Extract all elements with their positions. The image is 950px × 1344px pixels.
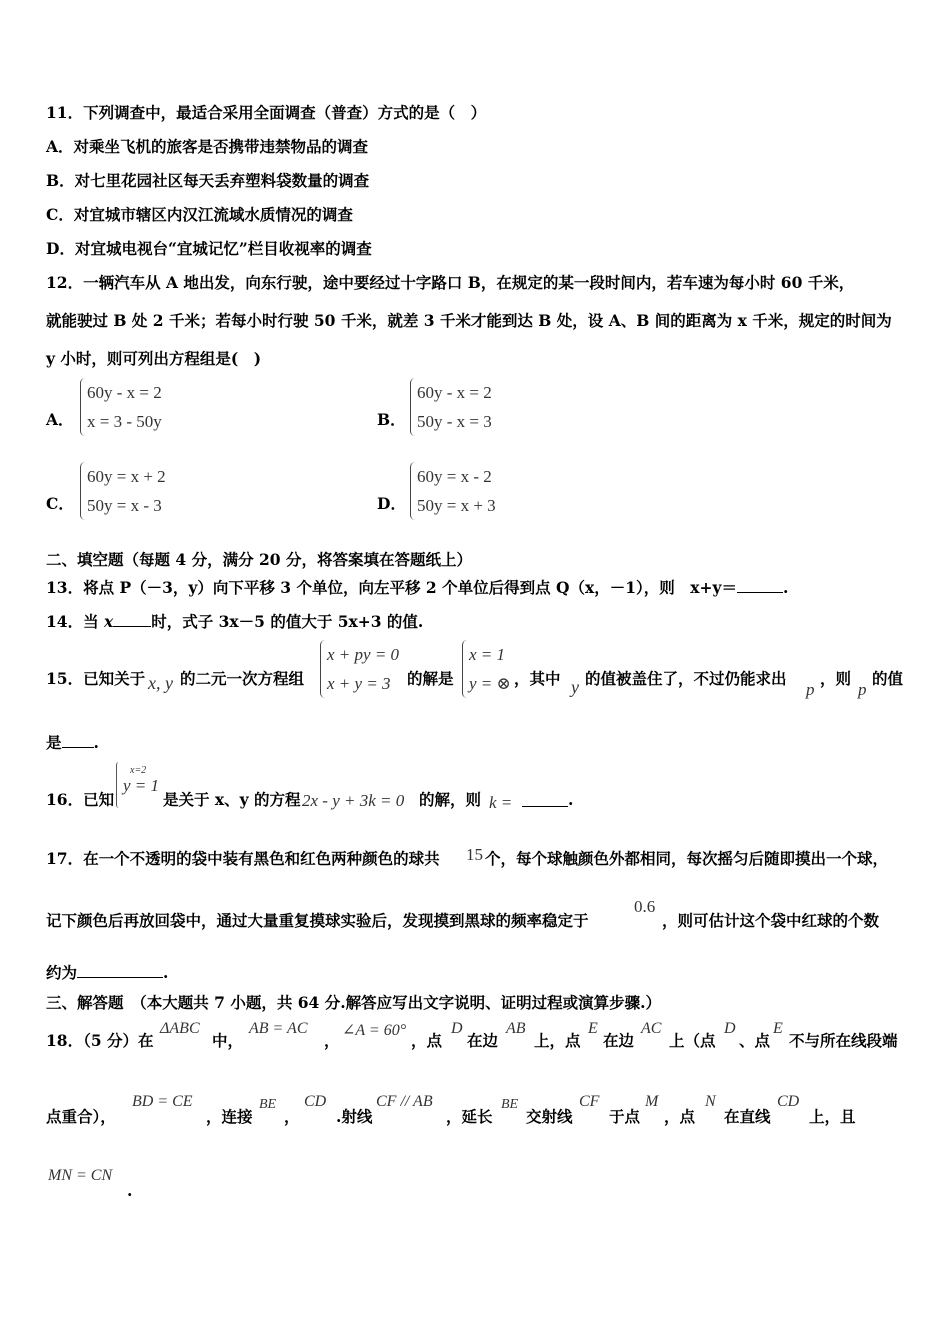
q15-line2-end: . [93, 733, 99, 752]
q14-answer-blank[interactable] [113, 610, 151, 627]
q18-CD2: CD [777, 1093, 800, 1110]
q17-frequency: 0.6 [634, 897, 656, 916]
q18-l2e: ，延长 [446, 1107, 493, 1126]
q12-option-c-eq2: 50y = x - 3 [87, 496, 162, 515]
section3-heading: 三、解答题 （本大题共 7 小题，共 64 分.解答应写出文字说明、证明过程或演算步骤.） [46, 993, 661, 1012]
q15-sys-eq1: x + py = 0 [327, 645, 400, 664]
q12-option-c-eq1: 60y = x + 2 [87, 467, 166, 486]
q18-t8: 、点 [739, 1031, 771, 1050]
q12-option-c-system [80, 462, 166, 520]
q12-option-d-eq2: 50y = x + 3 [417, 496, 496, 515]
q17-answer-blank[interactable] [77, 961, 163, 978]
q18-bd-eq-ce: BD = CE [132, 1093, 193, 1110]
q15-p2: p [858, 680, 867, 699]
q15-sol-eq1: x = 1 [469, 645, 506, 664]
q18-BE2: BE [501, 1097, 519, 1112]
q18-N: N [705, 1093, 716, 1110]
q15-mid2: 的解是 [407, 669, 454, 688]
q15-line2 [46, 731, 99, 753]
q18-l2b: ，连接 [206, 1107, 253, 1126]
q12-line3: y 小时，则可列出方程组是( ) [46, 349, 262, 368]
q15-sys-eq2: x + y = 3 [327, 674, 391, 693]
q16-small-eq: x=2 [130, 765, 147, 776]
q18-t9: 不与所在线段端 [789, 1031, 898, 1050]
q12-option-d-eq1: 60y = x - 2 [417, 467, 492, 486]
q15-end: 的值 [872, 669, 904, 688]
q12-option-b-system [410, 378, 492, 436]
q15-line2-text: 是 [46, 733, 62, 752]
q16-pre: 16．已知 [46, 790, 115, 809]
section2-heading: 二、填空题（每题 4 分，满分 20 分，将答案填在答题纸上） [46, 550, 472, 569]
q15-answer-blank[interactable] [62, 731, 94, 748]
q13-end: . [782, 578, 789, 597]
q17-line2-post: ，则可估计这个袋中红球的个数 [662, 911, 880, 930]
q15-mid3: ，其中 [514, 669, 561, 688]
q18-t1: 中， [212, 1031, 244, 1050]
q16-answer-blank[interactable] [522, 806, 568, 807]
q18-l2j: 上，且 [809, 1107, 856, 1126]
q12-option-a-eq1: 60y - x = 2 [87, 383, 162, 402]
q18-t6: 在边 [603, 1031, 635, 1050]
q16-mid: 是关于 x、y 的方程 [163, 790, 301, 809]
q18-l2c: ， [284, 1107, 300, 1126]
q15-mid4: 的值被盖住了，不过仍能求出 [585, 669, 787, 688]
q12-option-d-system [410, 462, 496, 520]
q15-solution [462, 640, 511, 698]
q18-E2: E [773, 1020, 783, 1037]
q18-BE: BE [259, 1097, 277, 1112]
q13-answer-blank[interactable] [737, 576, 783, 593]
q12-line2: 就能驶过 B 处 2 千米；若每小时行驶 50 千米，就差 3 千米才能到达 B 处，设 A、B 间的距离为 x 千米，规定的时间为 [46, 311, 892, 330]
q15-vars: x, y [148, 673, 173, 693]
q12-line1: 12．一辆汽车从 A 地出发，向东行驶，途中要经过十字路口 B，在规定的某一段时间内，若车速为每小时 60 千米， [46, 273, 855, 292]
q18-D: D [451, 1020, 463, 1037]
q15-y: y [571, 677, 579, 697]
q18-pre: 18．（5 分）在 [46, 1031, 154, 1050]
q14-var: x [103, 612, 114, 631]
q18-t2: ， [324, 1031, 340, 1050]
q15-system [320, 640, 399, 698]
q18-t5: 上，点 [534, 1031, 581, 1050]
q18-l2f: 交射线 [526, 1107, 573, 1126]
q14 [46, 610, 423, 632]
q11-option-b: B．对七里花园社区每天丢弃塑料袋数量的调查 [46, 171, 370, 190]
q18-l2h: ，点 [664, 1107, 696, 1126]
q18-t4: 在边 [467, 1031, 499, 1050]
q16-brace [116, 762, 119, 808]
q14-pre: 14．当 [46, 612, 104, 631]
q18-l2d: .射线 [336, 1107, 373, 1126]
q17-pre: 17．在一个不透明的袋中装有黑色和红色两种颜色的球共 [46, 849, 440, 868]
q18-dot: . [127, 1181, 133, 1200]
q11-option-d: D．对宜城电视台“宜城记忆”栏目收视率的调查 [46, 239, 372, 258]
q15-mid: 的二元一次方程组 [180, 669, 305, 688]
q18-t7: 上（点 [669, 1031, 716, 1050]
q17-line3-end: . [163, 963, 169, 982]
q17-count: 15 [466, 845, 483, 864]
q12-option-a-label: A． [46, 410, 74, 429]
q17-line2-pre: 记下颜色后再放回袋中，通过大量重复摸球实验后，发现摸到黑球的频率稳定于 [46, 911, 589, 930]
q18-E: E [588, 1020, 598, 1037]
q16-k: k = [489, 793, 513, 812]
q18-AB: AB [506, 1020, 526, 1037]
q11-stem: 11．下列调查中，最适合采用全面调查（普查）方式的是（ ） [46, 103, 487, 122]
q12-option-d-label: D． [377, 494, 406, 513]
q18-mn-eq-cn: MN = CN [48, 1167, 113, 1184]
q18-AC: AC [641, 1020, 662, 1037]
q18-CD: CD [304, 1093, 327, 1110]
q16-end: . [568, 790, 574, 809]
q18-ab-eq-ac: AB = AC [249, 1020, 308, 1037]
q12-option-a-eq2: x = 3 - 50y [87, 412, 162, 431]
q18-D2: D [724, 1020, 736, 1037]
q18-l2i: 在直线 [724, 1107, 771, 1126]
q14-post: 时，式子 3x－5 的值大于 5x+3 的值. [151, 612, 424, 631]
q18-l2g: 于点 [609, 1107, 641, 1126]
q16-mid2: 的解，则 [419, 790, 482, 809]
q12-option-c-label: C． [46, 494, 74, 513]
q15-p1: p [806, 680, 815, 699]
q11-option-c: C．对宜城市辖区内汉江流域水质情况的调查 [46, 205, 353, 224]
q18-M: M [645, 1093, 659, 1110]
q13-text: 13．将点 P（－3，y）向下平移 3 个单位，向左平移 2 个单位后得到点 Q（x，－1），则 x+y＝ [46, 578, 737, 597]
q12-option-b-eq1: 60y - x = 2 [417, 383, 492, 402]
q11-option-a: A．对乘坐飞机的旅客是否携带违禁物品的调查 [46, 137, 369, 156]
q18-cf-parallel-ab: CF // AB [376, 1093, 433, 1110]
q13 [46, 576, 788, 598]
q17-line3-text: 约为 [46, 963, 78, 982]
q17-line3 [46, 961, 168, 983]
q18-t3: ，点 [411, 1031, 443, 1050]
q15-sol-eq2: y = ⊗ [469, 674, 511, 693]
q16-y-eq: y = 1 [123, 776, 160, 795]
q16-equation: 2x - y + 3k = 0 [302, 791, 405, 810]
q17-post: 个，每个球触颜色外都相同，每次摇匀后随即摸出一个球， [485, 849, 889, 868]
q12-option-b-label: B． [377, 410, 406, 429]
q15-mid5: ，则 [820, 669, 852, 688]
q15-pre: 15．已知关于 [46, 669, 146, 688]
q18-CF: CF [579, 1093, 600, 1110]
q18-angle: ∠A = 60° [342, 1022, 407, 1039]
q18-triangle: ΔABC [160, 1020, 200, 1037]
q12-option-a-system [80, 378, 162, 436]
q12-option-b-eq2: 50y - x = 3 [417, 412, 492, 431]
q18-l2a: 点重合）， [46, 1107, 116, 1126]
